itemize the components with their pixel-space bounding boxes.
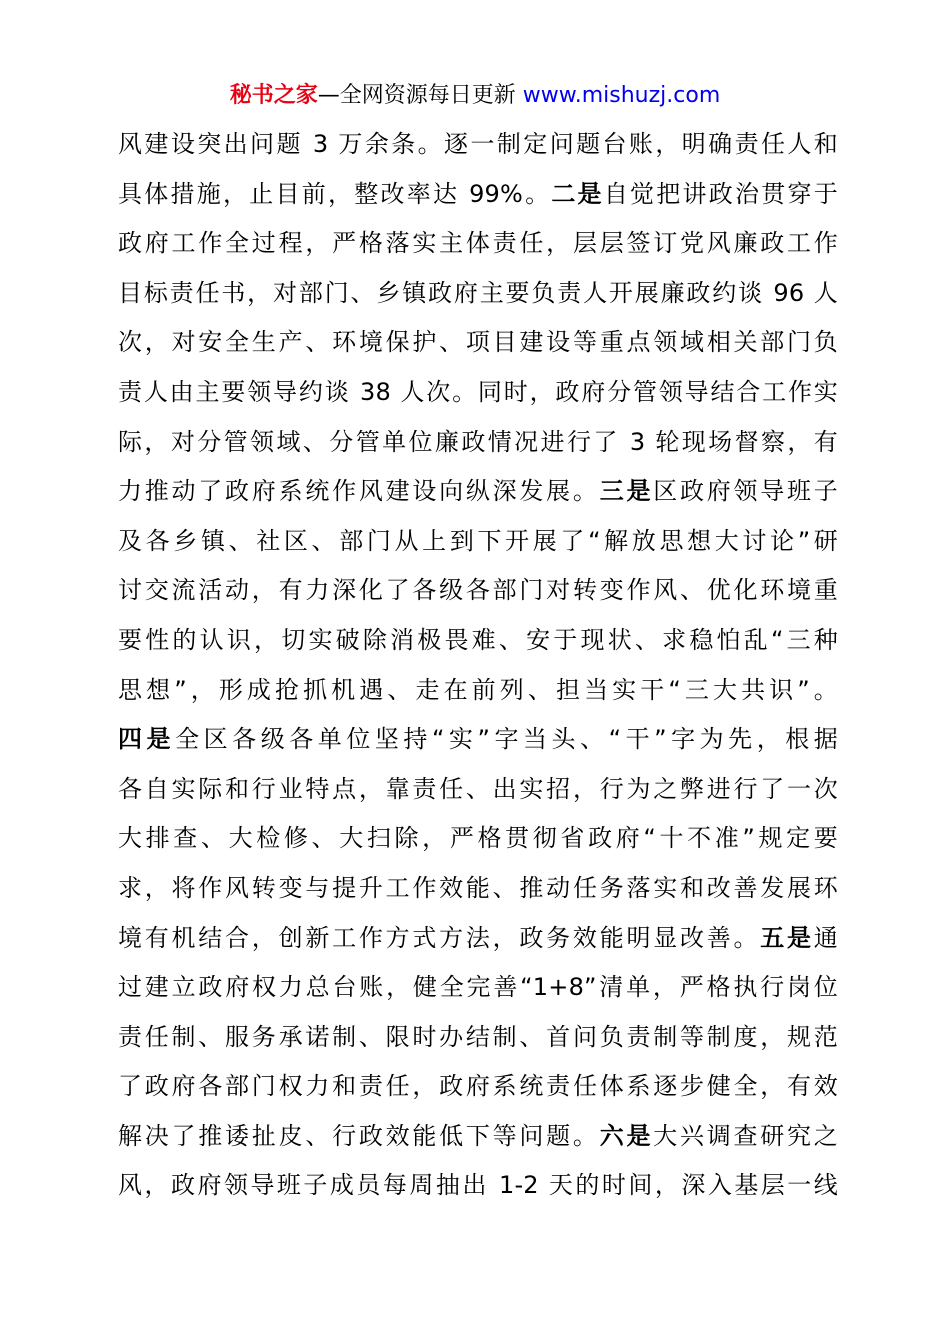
bold-keyword: 二是 — [551, 179, 604, 208]
header-tagline: —全网资源每日更新 — [317, 83, 523, 108]
text-line — [118, 765, 838, 815]
text-line — [118, 864, 838, 914]
text-segment: 讨交流活动，有力深化了各级各部门对转变作风、优化环境重 — [118, 576, 838, 605]
text-segment: 大排查、大检修、大扫除，严格贯彻省政府“十不准”规定要 — [118, 824, 838, 853]
text-segment: 解决了推诿扯皮、行政效能低下等问题。 — [118, 1121, 600, 1150]
text-line — [118, 1112, 838, 1162]
text-line — [118, 914, 838, 964]
text-segment: 思想”，形成抢抓机遇、走在前列、担当实干“三大共识”。 — [118, 675, 838, 704]
text-segment: 具体措施，止目前，整改率达 99%。 — [118, 179, 552, 208]
text-segment: 境有机结合，创新工作方式方法，政务效能明显改善。 — [118, 923, 761, 952]
text-segment: 政府工作全过程，严格落实主体责任，层层签订党风廉政工作 — [118, 229, 838, 258]
text-segment: 责人由主要领导约谈 38 人次。同时，政府分管领导结合工作实 — [118, 377, 838, 406]
text-segment: 自觉把讲政治贯穿于 — [603, 179, 838, 208]
text-segment: 求，将作风转变与提升工作效能、推动任务落实和改善发展环 — [118, 873, 838, 902]
text-segment: 际，对分管领域、分管单位廉政情况进行了 3 轮现场督察，有 — [118, 427, 838, 456]
text-line — [118, 1161, 838, 1211]
text-line — [118, 120, 838, 170]
text-segment: 大兴调查研究之 — [653, 1121, 838, 1150]
text-line — [118, 219, 838, 269]
text-segment: 目标责任书，对部门、乡镇政府主要负责人开展廉政约谈 96 人 — [118, 278, 838, 307]
text-segment: 及各乡镇、社区、部门从上到下开展了“解放思想大讨论”研 — [118, 526, 838, 555]
text-line — [118, 368, 838, 418]
text-segment: 次，对安全生产、环境保护、项目建设等重点领域相关部门负 — [118, 328, 838, 357]
text-line — [118, 418, 838, 468]
text-line — [118, 814, 838, 864]
text-segment: 了政府各部门权力和责任，政府系统责任体系逐步健全，有效 — [118, 1072, 838, 1101]
text-line — [118, 666, 838, 716]
text-line — [118, 170, 838, 220]
bold-keyword: 六是 — [599, 1121, 654, 1150]
text-line — [118, 1062, 838, 1112]
bold-keyword: 三是 — [599, 477, 654, 506]
text-line — [118, 963, 838, 1013]
text-line — [118, 1013, 838, 1063]
text-line — [118, 616, 838, 666]
text-segment: 风建设突出问题 3 万余条。逐一制定问题台账，明确责任人和 — [118, 130, 838, 158]
text-segment: 责任制、服务承诺制、限时办结制、首问负责制等制度，规范 — [118, 1022, 838, 1051]
text-line — [118, 467, 838, 517]
text-segment: 要性的认识，切实破除消极畏难、安于现状、求稳怕乱“三种 — [118, 625, 838, 654]
text-segment: 通 — [813, 923, 838, 952]
bold-keyword: 五是 — [760, 923, 814, 952]
text-line — [118, 715, 838, 765]
text-line — [118, 517, 838, 567]
header-site-link[interactable]: www.mishuzj.com — [522, 83, 721, 108]
text-line — [118, 318, 838, 368]
page-header — [0, 80, 950, 112]
text-segment: 全区各级各单位坚持“实”字当头、“干”字为先，根据 — [175, 725, 839, 754]
body-paragraph — [118, 120, 838, 1211]
text-segment: 力推动了政府系统作风建设向纵深发展。 — [118, 477, 600, 506]
text-segment: 区政府领导班子 — [653, 477, 838, 506]
text-segment: 风，政府领导班子成员每周抽出 1-2 天的时间，深入基层一线 — [118, 1171, 838, 1200]
text-segment: 过建立政府权力总台账，健全完善“1+8”清单，严格执行岗位 — [118, 973, 838, 1002]
header-brand: 秘书之家 — [229, 83, 318, 108]
text-segment: 各自实际和行业特点，靠责任、出实招，行为之弊进行了一次 — [118, 774, 838, 803]
text-line — [118, 269, 838, 319]
bold-keyword: 四是 — [118, 725, 176, 754]
text-line — [118, 566, 838, 616]
